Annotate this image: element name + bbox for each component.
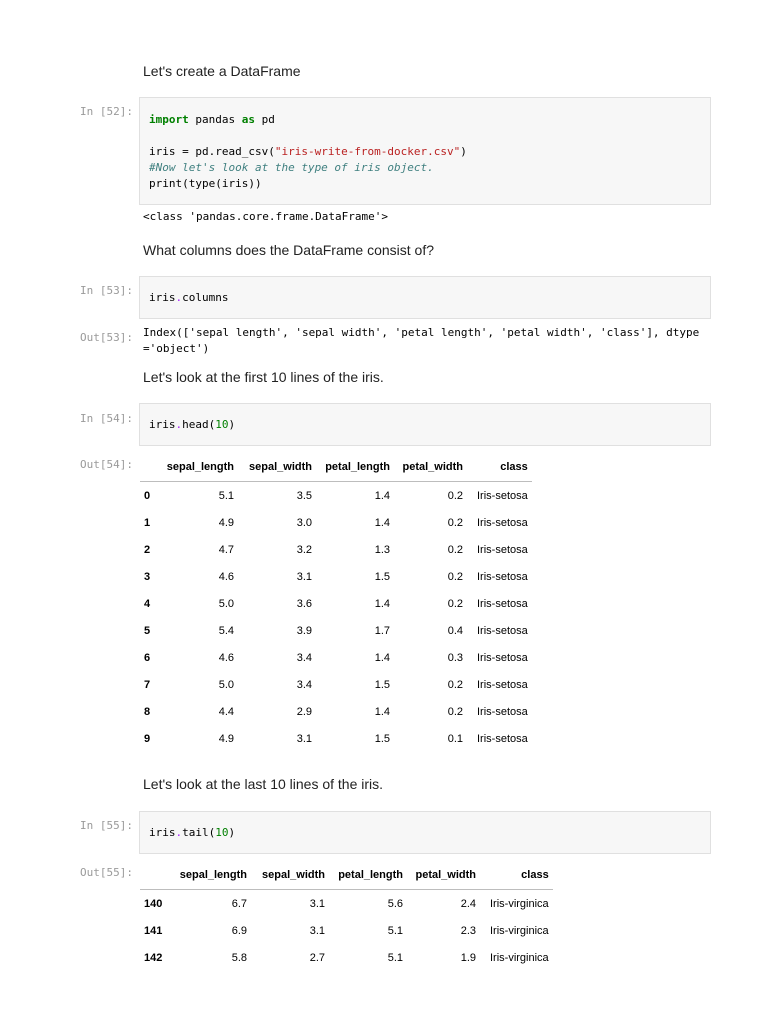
- table-header-row: [140, 860, 553, 890]
- number-literal: 10: [215, 418, 229, 431]
- table-cell: 0.1: [447, 732, 463, 745]
- keyword-as: as: [241, 113, 255, 126]
- code-text: head(: [182, 418, 216, 431]
- column-header: sepal_length: [160, 452, 238, 482]
- index-header: [140, 860, 173, 890]
- markdown-columns-question: What columns does the DataFrame consist of?: [143, 242, 435, 258]
- table-row: [140, 536, 532, 563]
- column-header: sepal_width: [238, 452, 316, 482]
- table-cell: Iris-setosa: [477, 597, 528, 610]
- input-prompt-54: In [54]:: [80, 412, 133, 425]
- table-cell: 5.8: [231, 951, 247, 964]
- markdown-head-intro: Let's look at the first 10 lines of the iris.: [143, 369, 384, 385]
- code-operator: .: [175, 291, 183, 304]
- row-index: 1: [144, 516, 151, 529]
- column-header: petal_length: [316, 452, 394, 482]
- table-cell: 0.4: [447, 624, 463, 637]
- table-cell: 3.1: [309, 897, 325, 910]
- table-header-row: [140, 452, 532, 482]
- table-row: [140, 917, 553, 944]
- table-cell: 3.0: [296, 516, 312, 529]
- code-cell-52[interactable]: [139, 97, 711, 205]
- table-cell: 0.2: [447, 516, 463, 529]
- output-prompt-55: Out[55]:: [80, 866, 133, 879]
- index-header: [140, 452, 160, 482]
- table-cell: 1.5: [374, 678, 390, 691]
- table-cell: 4.9: [218, 516, 234, 529]
- table-cell: 1.5: [374, 570, 390, 583]
- table-cell: Iris-setosa: [477, 732, 528, 745]
- table-cell: 1.4: [374, 651, 390, 664]
- code-text: ): [460, 145, 467, 158]
- table-row: [140, 890, 553, 918]
- code-text: iris: [149, 826, 176, 839]
- table-cell: 2.9: [296, 705, 312, 718]
- code-cell-53[interactable]: [139, 276, 711, 319]
- table-cell: 3.4: [296, 651, 312, 664]
- table-cell: 5.1: [387, 924, 403, 937]
- code-editor-54[interactable]: [149, 417, 235, 433]
- table-cell: 6.9: [231, 924, 247, 937]
- table-cell: 2.7: [309, 951, 325, 964]
- output-columns-index: [143, 325, 699, 357]
- table-cell: 2.3: [460, 924, 476, 937]
- column-header: class: [480, 860, 553, 890]
- markdown-tail-intro: Let's look at the last 10 lines of the iris.: [143, 776, 384, 792]
- table-cell: 1.4: [374, 516, 390, 529]
- table-cell: 1.4: [374, 597, 390, 610]
- code-text: tail(: [182, 826, 216, 839]
- row-index: 2: [144, 543, 151, 556]
- row-index: 6: [144, 651, 151, 664]
- table-cell: Iris-setosa: [477, 678, 528, 691]
- table-cell: 4.4: [218, 705, 234, 718]
- code-text: iris = pd.read_csv(: [149, 145, 275, 158]
- table-cell: 1.9: [460, 951, 476, 964]
- column-header: petal_width: [394, 452, 467, 482]
- table-cell: Iris-virginica: [490, 951, 549, 964]
- input-prompt-55: In [55]:: [80, 819, 133, 832]
- module-alias: pd: [254, 113, 275, 126]
- table-cell: 0.2: [447, 705, 463, 718]
- table-cell: 5.4: [218, 624, 234, 637]
- row-index: 142: [144, 951, 163, 964]
- table-cell: Iris-setosa: [477, 516, 528, 529]
- table-cell: 1.4: [374, 489, 390, 502]
- table-cell: Iris-setosa: [477, 489, 528, 502]
- module-name: pandas: [188, 113, 242, 126]
- code-comment: #Now let's look at the type of iris object.: [149, 161, 434, 174]
- row-index: 3: [144, 570, 151, 583]
- table-cell: 0.2: [447, 543, 463, 556]
- table-cell: 5.6: [387, 897, 403, 910]
- dataframe-tail-table: [140, 860, 553, 971]
- table-cell: 3.2: [296, 543, 312, 556]
- table-cell: 3.1: [296, 570, 312, 583]
- string-literal: "iris-write-from-docker.csv": [274, 145, 461, 158]
- number-literal: 10: [215, 826, 229, 839]
- table-row: [140, 563, 532, 590]
- output-prompt-53: Out[53]:: [80, 331, 133, 344]
- row-index: 9: [144, 732, 151, 745]
- code-editor-53[interactable]: [149, 290, 228, 306]
- dataframe-head-table: [140, 452, 532, 752]
- code-line: print(type(iris)): [149, 177, 262, 190]
- output-prompt-54: Out[54]:: [80, 458, 133, 471]
- output-type: <class 'pandas.core.frame.DataFrame'>: [143, 210, 389, 223]
- table-cell: Iris-setosa: [477, 624, 528, 637]
- table-row: [140, 482, 532, 510]
- code-line: [149, 113, 275, 126]
- code-editor-55[interactable]: [149, 825, 235, 841]
- column-header: class: [467, 452, 532, 482]
- table-row: [140, 617, 532, 644]
- column-header: sepal_width: [251, 860, 329, 890]
- row-index: 141: [144, 924, 163, 937]
- table-cell: 5.1: [218, 489, 234, 502]
- table-cell: Iris-virginica: [490, 897, 549, 910]
- output-line: Index(['sepal length', 'sepal width', 'petal length', 'petal width', 'class'], dtype: [143, 326, 700, 339]
- table-row: [140, 644, 532, 671]
- table-cell: 0.2: [447, 597, 463, 610]
- code-operator: .: [175, 826, 183, 839]
- table-row: [140, 944, 553, 971]
- row-index: 8: [144, 705, 151, 718]
- table-cell: 2.4: [460, 897, 476, 910]
- code-cell-54[interactable]: [139, 403, 711, 446]
- code-text: columns: [182, 291, 229, 304]
- table-cell: Iris-setosa: [477, 543, 528, 556]
- table-cell: Iris-virginica: [490, 924, 549, 937]
- table-cell: 5.0: [218, 678, 234, 691]
- table-cell: 4.6: [218, 651, 234, 664]
- row-index: 7: [144, 678, 151, 691]
- input-prompt-52: In [52]:: [80, 105, 133, 118]
- table-cell: 1.4: [374, 705, 390, 718]
- keyword-import: import: [149, 113, 189, 126]
- table-cell: 0.2: [447, 489, 463, 502]
- code-operator: .: [175, 418, 183, 431]
- table-cell: Iris-setosa: [477, 651, 528, 664]
- table-row: [140, 590, 532, 617]
- table-cell: 6.7: [231, 897, 247, 910]
- table-cell: 0.2: [447, 570, 463, 583]
- table-cell: 5.0: [218, 597, 234, 610]
- row-index: 4: [144, 597, 151, 610]
- table-cell: 4.7: [218, 543, 234, 556]
- code-line: [149, 145, 467, 158]
- table-row: [140, 671, 532, 698]
- table-cell: 1.5: [374, 732, 390, 745]
- table-row: [140, 725, 532, 752]
- table-cell: 5.1: [387, 951, 403, 964]
- code-cell-55[interactable]: [139, 811, 711, 854]
- markdown-create-dataframe: Let's create a DataFrame: [143, 63, 301, 79]
- row-index: 5: [144, 624, 151, 637]
- table-cell: 4.6: [218, 570, 234, 583]
- table-cell: 3.5: [296, 489, 312, 502]
- table-cell: 3.1: [309, 924, 325, 937]
- output-line: ='object'): [143, 342, 210, 355]
- code-text: ): [228, 418, 236, 431]
- table-cell: 3.1: [296, 732, 312, 745]
- column-header: petal_width: [407, 860, 480, 890]
- code-text: ): [228, 826, 236, 839]
- table-cell: 3.4: [296, 678, 312, 691]
- code-text: iris: [149, 418, 176, 431]
- table-cell: 3.9: [296, 624, 312, 637]
- table-cell: 0.3: [447, 651, 463, 664]
- code-text: iris: [149, 291, 176, 304]
- column-header: petal_length: [329, 860, 407, 890]
- table-cell: 3.6: [296, 597, 312, 610]
- column-header: sepal_length: [173, 860, 251, 890]
- row-index: 140: [144, 897, 163, 910]
- table-cell: Iris-setosa: [477, 705, 528, 718]
- table-row: [140, 509, 532, 536]
- table-cell: Iris-setosa: [477, 570, 528, 583]
- table-cell: 4.9: [218, 732, 234, 745]
- code-editor-52[interactable]: [149, 112, 467, 192]
- input-prompt-53: In [53]:: [80, 284, 133, 297]
- table-cell: 1.3: [374, 543, 390, 556]
- row-index: 0: [144, 489, 151, 502]
- table-cell: 0.2: [447, 678, 463, 691]
- table-cell: 1.7: [374, 624, 390, 637]
- table-row: [140, 698, 532, 725]
